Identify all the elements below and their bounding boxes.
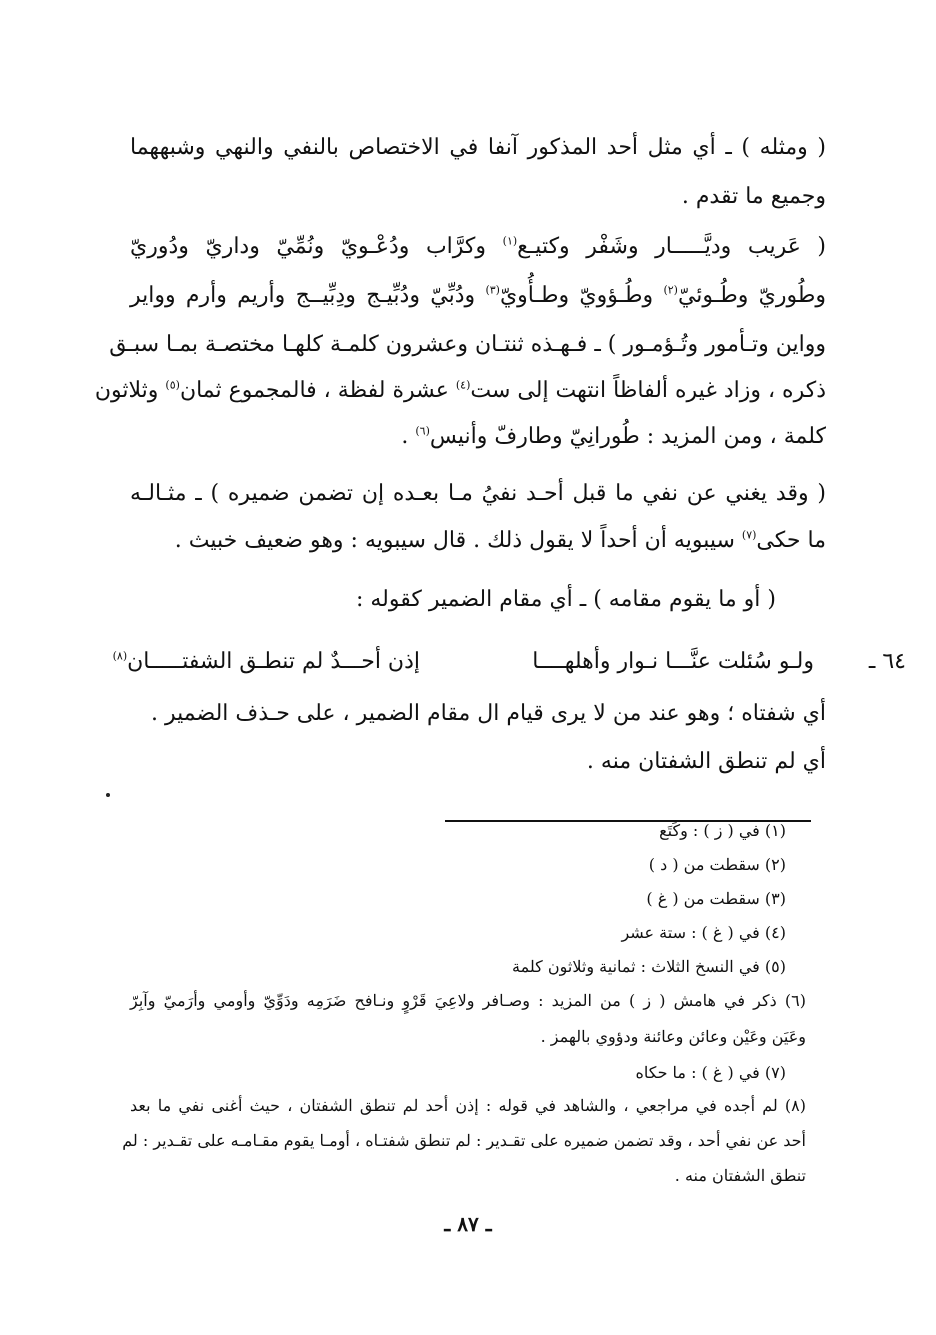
body-line-9-a: ما حكى <box>756 528 826 553</box>
body-line-6-b: عشرة لفظة ، فالمجموع ثمان <box>179 378 449 403</box>
footnote-ref-1: (١) <box>502 234 518 248</box>
footnote-ref-6: (٦) <box>415 424 430 438</box>
body-line-1: ( ومثله ) ـ أي مثل أحد المذكور آنفا في الاختصاص بالنفي والنهي وشبههما <box>130 135 826 160</box>
footnote-6: (٦) ذكر في هامش ( ز ) من المزيد : وصـافر ولاعِيَ قَرْوٍ ونـافح ضَرَمِه ودَوِّيّ وأومي وأرَميّ وآبِرّ <box>130 991 806 1010</box>
body-line-3-b: وكرَّاب ودُعْـويّ ونُمِّيّ وداريّ ودُوريّ <box>130 234 487 259</box>
footnote-ref-3: (٣) <box>485 283 500 297</box>
body-line-4 <box>130 274 826 318</box>
body-line-4-c: ودُبِّيّ ودُبِّيـج ودِبِّيــج وأريم وأرم وواير <box>130 283 476 308</box>
footnote-6-cont: وعَيَن وعَيْن وعائن وعائنة ودؤوي بالهمز . <box>540 1027 806 1046</box>
stray-mark <box>106 793 110 797</box>
body-line-3 <box>130 225 826 269</box>
footnote-2: (٢) سقطت من ( د ) <box>648 855 786 874</box>
body-line-8: ( وقد يغني عن نفي ما قبل أحـد نفيُ مـا بعـده إن تضمن ضميره ) ـ مثـالـه <box>130 481 826 506</box>
verse-hemistich-1: ولـو سُئلت عنَّـــا نـوار وأهلهــــا <box>532 649 814 674</box>
body-line-11: أي شفتاه ؛ وهو عند من لا يرى قيام ال مقام الضمير ، على حـذف الضمير . <box>151 701 826 726</box>
footnote-8-cont-1: أحد عن نفي أحد ، وقد تضمن ضميره على تقـدير : لم تنطق شفتـاه ، أومـا يقوم مقـامـه على تقـدير : لم <box>122 1131 806 1150</box>
verse-number: ٦٤ ـ <box>868 649 906 674</box>
footnote-7: (٧) في ( غ ) : ما حكاه <box>635 1063 786 1082</box>
body-line-2: وجميع ما تقدم . <box>681 184 826 209</box>
body-line-4-b: وطُـؤويّ وطـأُويّ <box>499 283 654 308</box>
footnote-ref-4: (٤) <box>455 378 471 392</box>
body-line-10: ( أو ما يقوم مقامه ) ـ أي مقام الضمير كقوله : <box>355 587 776 612</box>
footnote-ref-5: (٥) <box>165 378 180 392</box>
body-line-3-a: ( عَريب وديَّـــــار وشَفْر وكتيـع <box>517 234 827 259</box>
verse-hemistich-2-text: إذن أحـــدٌ لم تنطـق الشفتـــــان <box>127 649 420 674</box>
body-line-9-b: سيبويه أن أحداً لا يقول ذلك . قال سيبويه : وهو ضعيف خبيث . <box>174 528 735 553</box>
body-line-6-c: وثلاثون <box>94 378 159 403</box>
body-line-7-a: كلمة ، ومن المزيد : طُورانِيّ وطارفّ وأنيس <box>429 424 826 449</box>
body-line-7 <box>130 415 826 459</box>
footnote-3: (٣) سقطت من ( غ ) <box>646 889 786 908</box>
footnote-ref-7: (٧) <box>741 528 757 542</box>
body-line-6-a: ذكره ، وزاد غيره ألفاظاً انتهت إلى ست <box>470 378 826 403</box>
page-number: ـ ٨٧ ـ <box>444 1212 492 1236</box>
body-line-7-end: . <box>401 424 409 449</box>
body-line-6 <box>94 369 826 413</box>
footnote-4: (٤) في ( غ ) : ستة عشر <box>621 923 786 942</box>
footnote-ref-8: (٨) <box>112 649 128 663</box>
body-line-4-a: وطُوريّ وطُـوئيّ <box>677 283 826 308</box>
body-line-12: أي لم تنطق الشفتان منه . <box>586 749 826 774</box>
footnote-5: (٥) في النسخ الثلاث : ثمانية وثلاثون كلمة <box>512 957 786 976</box>
body-line-5: وواين وتـأمور وتُـؤمـور ) ـ فـهـذه ثنتـان وعشرون كلمـة كلهـا مختصـة بمـا سبـق <box>109 332 826 357</box>
verse-hemistich-2 <box>113 640 420 684</box>
footnote-8: (٨) لم أجده في مراجعي ، والشاهد في قوله : إذن أحد لم تنطق الشفتان ، حيث أغنى نفي ما بعد <box>130 1096 807 1115</box>
footnote-1: (١) في ( ز ) : وكَتَع <box>659 821 786 840</box>
body-line-9 <box>130 519 826 563</box>
footnote-8-cont-2: تنطق الشفتان منه . <box>674 1166 806 1185</box>
footnote-ref-2: (٢) <box>663 283 678 297</box>
